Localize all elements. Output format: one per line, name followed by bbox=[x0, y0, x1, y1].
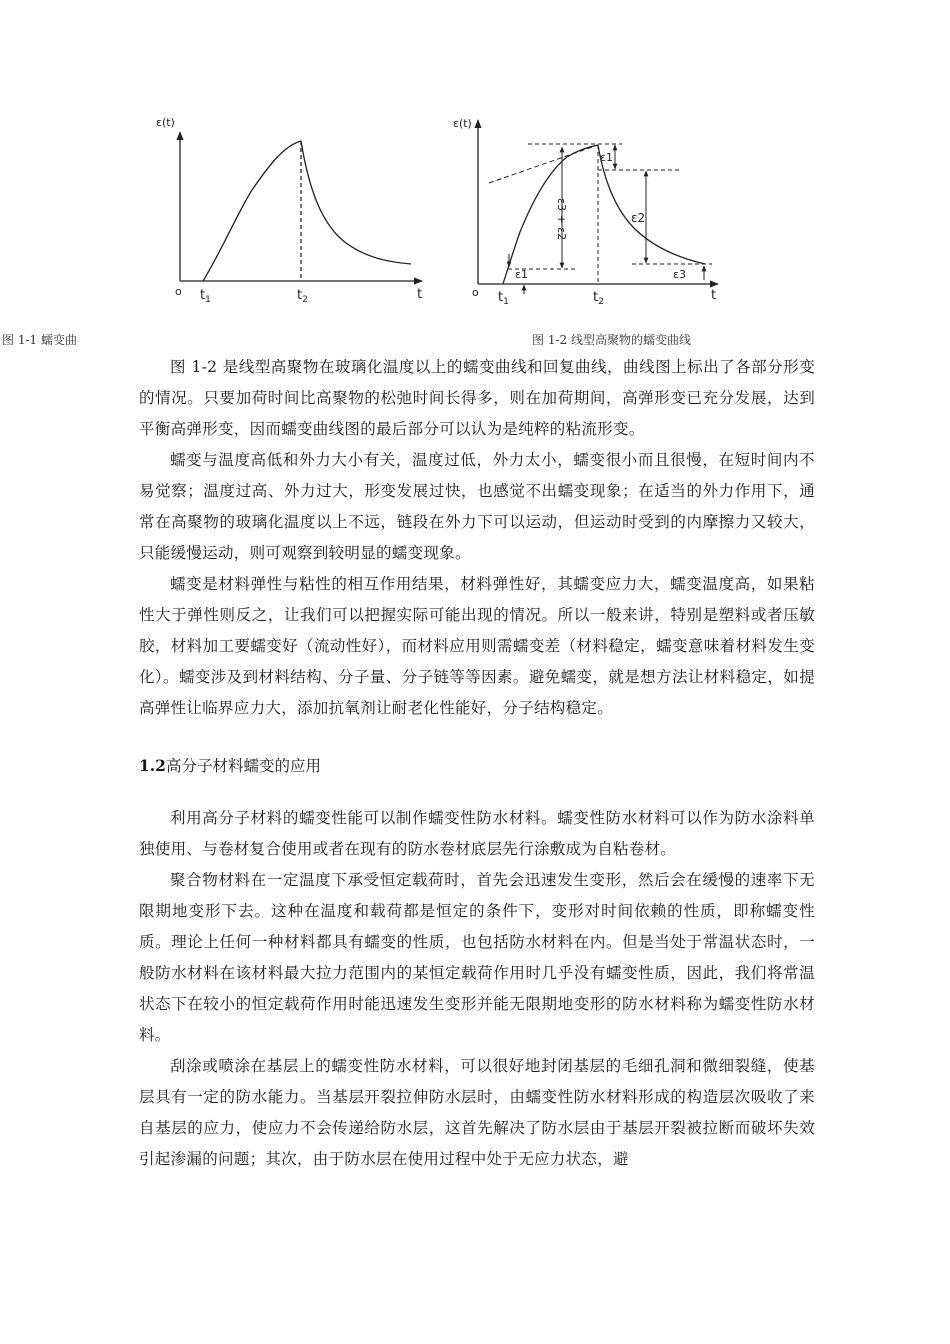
fig1-y-label: ε(t) bbox=[156, 116, 175, 129]
fig2-x-label: t bbox=[711, 288, 717, 303]
section-title: 高分子材料蠕变的应用 bbox=[165, 757, 321, 775]
fig1-loading-curve bbox=[203, 141, 301, 281]
fig2-loading-curve bbox=[503, 145, 598, 284]
fig1-t1-label: $t_1$ bbox=[200, 288, 211, 305]
fig2-tangent-line bbox=[489, 145, 598, 183]
paragraph-1: 图 1-2 是线型高聚物在玻璃化温度以上的蠕变曲线和回复曲线，曲线图上标出了各部分形变的情况。只要加荷时间比高聚物的松弛时间长得多，则在加荷期间，高弹形变已充分发展，达到平衡高弹形变，因而蠕变曲线图的最后部分可以认为是纯粹的粘流形变。 bbox=[139, 358, 815, 438]
paragraph-2: 蠕变与温度高低和外力大小有关，温度过低，外力太小，蠕变很小而且很慢，在短时间内不易觉察；温度过高、外力过大，形变发展过快，也感觉不出蠕变现象；在适当的外力作用下，通常在高聚物的玻璃化温度以上不远，链段在外力下可以运动，但运动时受到的内摩擦力又较大，只能缓慢运动，则可观察到较明显的蠕变现象。 bbox=[139, 451, 815, 562]
fig2-eps3-label: ε3 bbox=[673, 268, 686, 281]
fig1-t2-label: $t_2$ bbox=[297, 288, 308, 305]
fig2-recovery-curve bbox=[598, 145, 705, 264]
fig2-eps1-top-label: ε1 bbox=[600, 151, 613, 164]
fig1-x-label: t bbox=[417, 287, 423, 302]
fig2-eps32-label: ε3 + ε2 bbox=[555, 198, 568, 241]
document-body bbox=[139, 352, 815, 1175]
figure-1-caption: 图 1-1 蠕变曲 bbox=[2, 333, 77, 345]
fig2-t1-label: $t_1$ bbox=[498, 290, 509, 307]
fig2-origin-label: o bbox=[472, 286, 479, 299]
figure-2-caption: 图 1-2 线型高聚物的蠕变曲线 bbox=[532, 333, 691, 345]
section-number: 1.2 bbox=[139, 756, 166, 775]
fig2-t2-label: $t_2$ bbox=[593, 290, 604, 307]
fig1-recovery-curve bbox=[301, 141, 411, 264]
paragraph-4: 利用高分子材料的蠕变性能可以制作蠕变性防水材料。蠕变性防水材料可以作为防水涂料单独使用、与卷材复合使用或者在现有的防水卷材底层先行涂敷成为自粘卷材。 bbox=[139, 809, 815, 858]
creep-figures bbox=[0, 0, 950, 340]
paragraph-3: 蠕变是材料弹性与粘性的相互作用结果，材料弹性好，其蠕变应力大，蠕变温度高，如果粘性大于弹性则反之，让我们可以把握实际可能出现的情况。所以一般来讲，特别是塑料或者压敏胶，材料加工要蠕变好（流动性好），而材料应用则需蠕变差（材料稳定，蠕变意味着材料发生变化）。蠕变涉及到材料结构、分子量、分子链等等因素。避免蠕变，就是想方法让材料稳定，如提高弹性让临界应力大，添加抗氧剂让耐老化性能好，分子结构稳定。 bbox=[139, 575, 815, 717]
fig2-y-label: ε(t) bbox=[453, 117, 472, 130]
fig2-eps1-bottom-label: ε1 bbox=[515, 268, 528, 281]
fig1-origin-label: o bbox=[175, 285, 182, 298]
fig2-eps2-label: ε2 bbox=[631, 211, 646, 225]
section-heading bbox=[139, 750, 815, 782]
figure-area bbox=[0, 0, 950, 350]
paragraph-5: 聚合物材料在一定温度下承受恒定载荷时，首先会迅速发生变形，然后会在缓慢的速率下无限期地变形下去。这种在温度和载荷都是恒定的条件下，变形对时间依赖的性质，即称蠕变性质。理论上任何一种材料都具有蠕变的性质，也包括防水材料在内。但是当处于常温状态时，一般防水材料在该材料最大拉力范围内的某恒定载荷作用时几乎没有蠕变性质，因此，我们将常温状态下在较小的恒定载荷作用时能迅速发生变形并能无限期地变形的防水材料称为蠕变性防水材料。 bbox=[139, 871, 815, 1044]
figure-1-creep-curve bbox=[180, 132, 422, 281]
paragraph-6: 刮涂或喷涂在基层上的蠕变性防水材料，可以很好地封闭基层的毛细孔洞和微细裂缝，使基层具有一定的防水能力。当基层开裂拉伸防水层时，由蠕变性防水材料形成的构造层次吸收了来自基层的应力，使应力不会传递给防水层，这首先解决了防水层由于基层开裂被拉断而破坏失效引起渗漏的问题；其次，由于防水层在使用过程中处于无应力状态，避 bbox=[139, 1057, 815, 1168]
